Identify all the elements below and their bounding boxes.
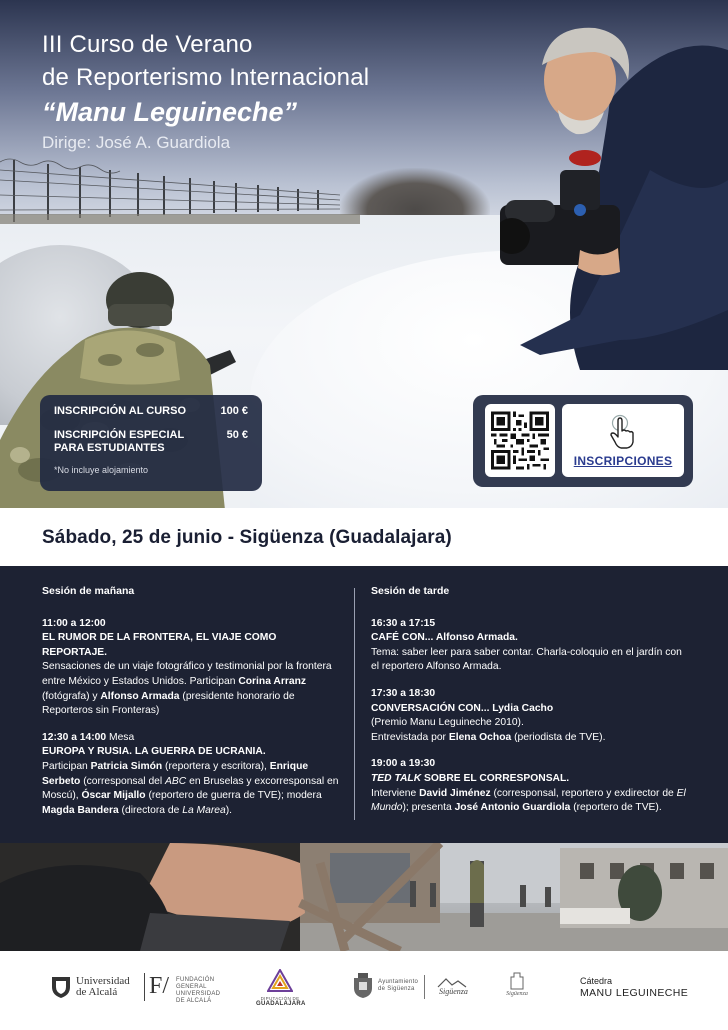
price-label-students: INSCRIPCIÓN ESPECIAL PARA ESTUDIANTES: [54, 429, 184, 454]
title-line-2: de Reporterismo Internacional: [42, 64, 370, 91]
price-value-students: 50 €: [226, 429, 248, 441]
course-title-block: [42, 28, 462, 155]
border-fence-illustration: [0, 150, 360, 230]
speaker-name: Óscar Mijallo: [81, 790, 146, 802]
media-name: La Marea: [182, 804, 226, 816]
dip-name-2: GUADALAJARA: [256, 1001, 306, 1007]
catedra-label: Cátedra: [580, 976, 613, 986]
afternoon-event-3: [371, 757, 689, 815]
event-title: EUROPA Y RUSIA. LA GUERRA DE UCRANIA.: [42, 746, 266, 758]
afternoon-session: [371, 584, 689, 828]
speaker-name: Enrique Serbeto: [42, 760, 309, 787]
diputacion-triangle-icon: [267, 969, 293, 993]
price-value-course: 100 €: [220, 405, 248, 417]
bottom-photo: [0, 843, 728, 951]
title-course-name: “Manu Leguineche”: [42, 97, 298, 127]
event-description: Sensaciones de un viaje fotográfico y testimonial por la frontera entre México y Estados Unidos. Participan Corina Arranz (fotógrafa) y Alfonso Armada (presidente honorario de Reporteros sin Fronteras): [42, 661, 332, 717]
uah-name-1: Universidad: [76, 975, 130, 987]
ayto-name: Ayuntamiento de Sigüenza: [378, 979, 419, 992]
hero-photo: [0, 0, 728, 508]
speaker-name: Corina Arranz: [238, 675, 307, 687]
price-row-course: [54, 405, 248, 418]
registration-box: [473, 395, 693, 487]
speaker-name: José Antonio Guardiola: [454, 802, 571, 814]
title-line-1: III Curso de Verano: [42, 31, 253, 58]
media-name: ABC: [165, 775, 187, 787]
event-date: Sábado, 25 de junio - Sigüenza (Guadalajara): [0, 508, 728, 566]
morning-session-title: Sesión de mañana: [42, 585, 135, 597]
afternoon-session-title: Sesión de tarde: [371, 585, 450, 597]
event-time: 12:30 a 14:00 Mesa: [42, 731, 135, 743]
anniv-wordmark: Sigüenza: [506, 991, 528, 997]
pointing-hand-icon: [606, 414, 640, 450]
event-title: CONVERSACIÓN CON... Lydia Cacho: [371, 702, 554, 714]
uah-name-2: de Alcalá: [76, 986, 118, 998]
fg-text: FUNDACIÓN GENERAL UNIVERSIDAD DE ALCALÁ: [176, 977, 221, 1004]
column-divider: [354, 588, 355, 820]
catedra-name: MANU LEGUINECHE: [580, 987, 689, 999]
speaker-name: Alfonso Armada: [100, 690, 180, 702]
morning-session: [42, 584, 340, 830]
media-name: El Mundo: [371, 787, 686, 814]
qr-code[interactable]: [485, 404, 555, 477]
tower-icon: [508, 971, 526, 991]
sponsor-logos: [0, 951, 728, 1030]
event-time: 17:30 a 18:30: [371, 687, 436, 699]
logo-separator: [424, 975, 425, 999]
event-title: EL RUMOR DE LA FRONTERA, EL VIAJE COMO REPORTAJE.: [42, 632, 277, 658]
event-time: 19:00 a 19:30: [371, 758, 436, 770]
dip-name-1: DIPUTACIÓN DE: [260, 996, 300, 1001]
course-director: Dirige: José A. Guardiola: [42, 133, 231, 152]
event-title: TED TALK SOBRE EL CORRESPONSAL.: [371, 772, 570, 784]
morning-event-2: [42, 731, 340, 819]
qr-code-icon: [491, 410, 549, 471]
price-box: [40, 395, 262, 491]
siguenza-coat-of-arms-icon: [352, 973, 374, 999]
price-row-students: [54, 429, 248, 455]
event-description: Entrevistada por Elena Ochoa (periodista de TVE).: [371, 731, 606, 743]
speaker-name: David Jiménez: [419, 787, 491, 799]
registration-button-label[interactable]: INSCRIPCIONES: [573, 454, 673, 468]
logo-catedra-manu-leguineche: [580, 975, 688, 999]
event-description: Interviene David Jiménez (corresponsal, reportero y exdirector de El Mundo); presenta José Antonio Guardiola (reportero de TVE).: [371, 787, 686, 814]
price-note: *No incluye alojamiento: [54, 465, 149, 475]
event-time: 16:30 a 17:15: [371, 617, 436, 629]
speaker-name: Patricia Simón: [90, 760, 163, 772]
event-description: Participan Patricia Simón (reportera y escritora), Enrique Serbeto (corresponsal del ABC en Bruselas y excorresponsal en Moscú), Óscar Mijallo (reportero de guerra de TVE); modera Magda Bandera (directora de La Marea).: [42, 760, 339, 816]
speaker-name: Elena Ochoa: [448, 731, 512, 743]
event-subtitle: (Premio Manu Leguineche 2010).: [371, 717, 524, 729]
afternoon-event-1: [371, 617, 689, 675]
siguenza-wordmark: Sigüenza: [439, 987, 468, 996]
price-label-course: INSCRIPCIÓN AL CURSO: [54, 405, 187, 417]
morning-event-1: [42, 617, 340, 719]
speaker-name: Magda Bandera: [42, 804, 119, 816]
event-title: CAFÉ CON... Alfonso Armada.: [371, 632, 518, 644]
program-section: [0, 566, 728, 843]
reporter-camera-illustration: [500, 10, 728, 370]
event-time: 11:00 a 12:00: [42, 617, 106, 629]
event-description: Tema: saber leer para saber contar. Charla-coloquio en el jardín con el reportero Alfonso Armada.: [371, 646, 682, 673]
fg-mark: F/: [149, 973, 170, 999]
university-shield-icon: [50, 975, 72, 999]
street-scene-illustration: [0, 843, 728, 951]
afternoon-event-2: [371, 687, 689, 745]
registration-button[interactable]: [562, 404, 684, 477]
